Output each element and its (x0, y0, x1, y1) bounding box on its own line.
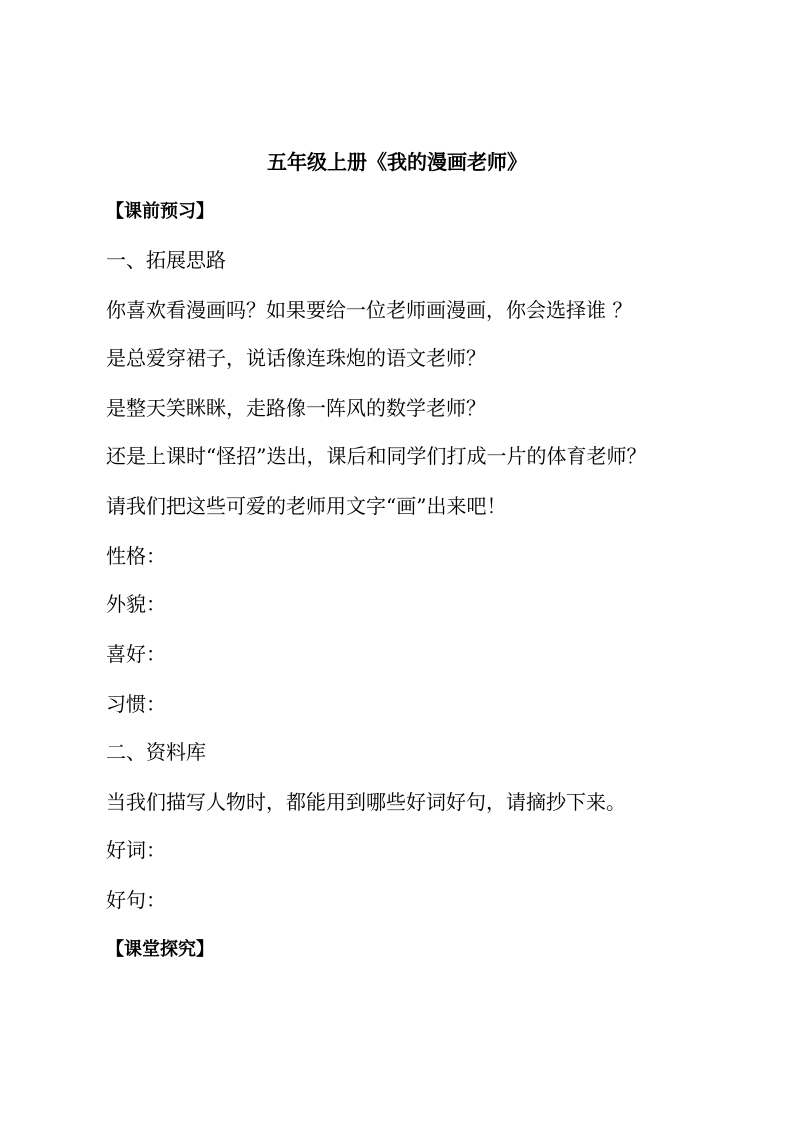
classroom-heading: 【课堂探究】 (106, 939, 214, 960)
field-hobbies: 喜好： (106, 642, 166, 666)
document-title: 五年级上册《我的漫画老师》 (267, 150, 527, 174)
section1-line-4: 还是上课时“怪招”迭出，课后和同学们打成一片的体育老师？ (106, 444, 647, 468)
section1-heading: 一、拓展思路 (106, 248, 226, 272)
field-appearance: 外貌： (106, 592, 166, 616)
section1-line-1: 你喜欢看漫画吗？如果要给一位老师画漫画，你会选择谁 ？ (106, 298, 633, 322)
field-habits: 习惯： (106, 692, 166, 716)
section2-line: 当我们描写人物时，都能用到哪些好词好句，请摘抄下来。 (106, 790, 626, 814)
section1-line-2: 是总爱穿裙子，说话像连珠炮的语文老师？ (106, 346, 486, 370)
field-good-sentences: 好句： (106, 888, 166, 912)
section2-heading: 二、资料库 (106, 740, 206, 764)
field-personality: 性格： (106, 544, 166, 568)
section1-line-5: 请我们把这些可爱的老师用文字“画”出来吧！ (106, 494, 507, 518)
preview-heading: 【课前预习】 (106, 201, 214, 222)
field-good-words: 好词： (106, 838, 166, 862)
section1-line-3: 是整天笑眯眯，走路像一阵风的数学老师？ (106, 396, 486, 420)
